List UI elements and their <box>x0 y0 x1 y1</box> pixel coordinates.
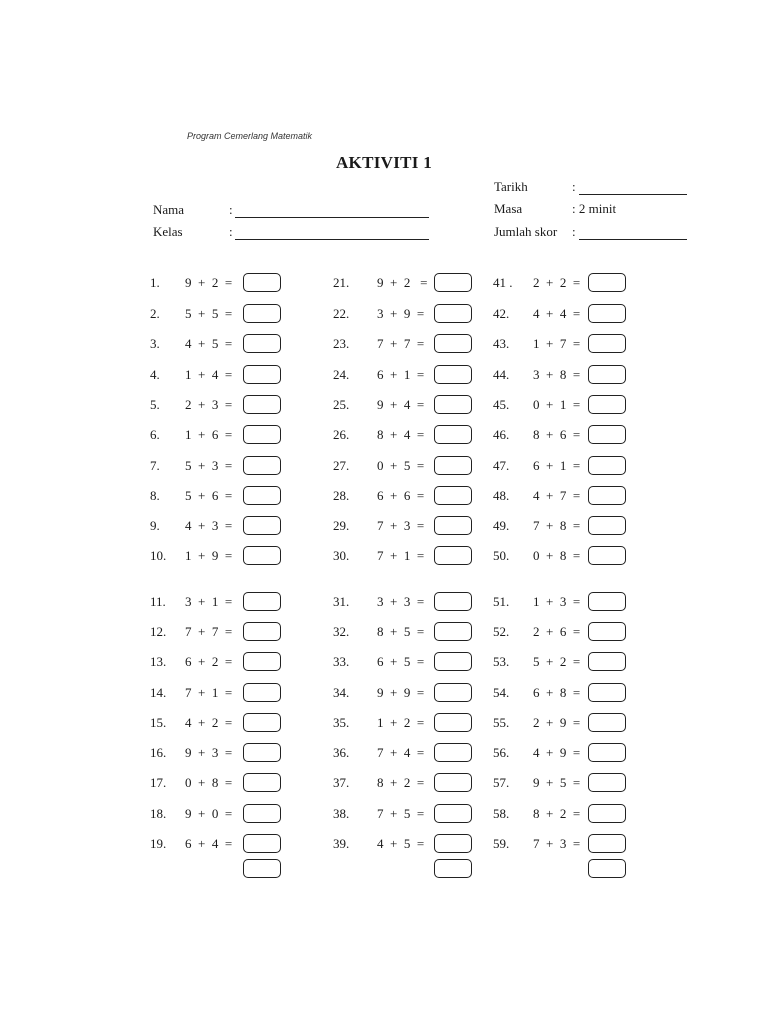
answer-box[interactable] <box>243 486 281 505</box>
question-number: 53. <box>493 654 510 669</box>
question-number: 58. <box>493 806 510 821</box>
question-number: 7. <box>150 458 160 473</box>
answer-box[interactable] <box>243 592 281 611</box>
question-expression: 8 + 2 = <box>377 775 425 790</box>
question-number: 50. <box>493 548 510 563</box>
question-number: 59. <box>493 836 510 851</box>
answer-box[interactable] <box>588 365 626 384</box>
question-expression: 2 + 2 = <box>533 275 581 290</box>
question-expression: 9 + 9 = <box>377 685 425 700</box>
answer-box[interactable] <box>588 743 626 762</box>
question-item <box>333 456 474 478</box>
answer-box[interactable] <box>243 516 281 535</box>
question-number: 48. <box>493 488 510 503</box>
question-expression: 0 + 8 = <box>533 548 581 563</box>
question-item <box>333 304 474 326</box>
question-number: 45. <box>493 397 510 412</box>
question-expression: 6 + 1 = <box>377 367 425 382</box>
answer-box[interactable] <box>434 334 472 353</box>
question-expression: 5 + 5 = <box>185 306 233 321</box>
question-item <box>493 834 628 856</box>
question-expression: 7 + 3 = <box>533 836 581 851</box>
question-expression: 4 + 4 = <box>533 306 581 321</box>
question-expression: 7 + 7 = <box>377 336 425 351</box>
question-item <box>493 713 628 735</box>
question-expression: 7 + 4 = <box>377 745 425 760</box>
question-number: 8. <box>150 488 160 503</box>
answer-box[interactable] <box>434 304 472 323</box>
answer-box[interactable] <box>588 773 626 792</box>
answer-box[interactable] <box>434 743 472 762</box>
question-item <box>333 395 474 417</box>
question-number: 23. <box>333 336 350 351</box>
question-number: 1. <box>150 275 160 290</box>
question-item <box>150 804 283 826</box>
answer-box[interactable] <box>434 713 472 732</box>
question-item <box>333 486 474 508</box>
question-item <box>493 622 628 644</box>
answer-box[interactable] <box>243 425 281 444</box>
question-expression: 4 + 9 = <box>533 745 581 760</box>
nama-input[interactable] <box>235 205 429 218</box>
question-item <box>493 273 628 295</box>
question-item <box>333 546 474 568</box>
question-number: 30. <box>333 548 350 563</box>
answer-box[interactable] <box>434 804 472 823</box>
jumlah-skor-field <box>494 224 694 242</box>
question-number: 18. <box>150 806 167 821</box>
question-number: 46. <box>493 427 510 442</box>
answer-box[interactable] <box>588 516 626 535</box>
question-item <box>333 273 474 295</box>
question-item <box>150 592 283 614</box>
question-item <box>150 622 283 644</box>
question-number: 4. <box>150 367 160 382</box>
question-item <box>150 425 283 447</box>
nama-label: Nama <box>153 202 185 217</box>
answer-box[interactable] <box>588 622 626 641</box>
answer-box[interactable] <box>243 395 281 414</box>
question-expression: 4 + 3 = <box>185 518 233 533</box>
question-expression: 0 + 5 = <box>377 458 425 473</box>
question-number: 28. <box>333 488 350 503</box>
jumlah-skor-label: Jumlah skor <box>494 224 558 239</box>
question-item <box>333 834 474 856</box>
answer-box[interactable] <box>243 713 281 732</box>
answer-box[interactable] <box>243 365 281 384</box>
question-item <box>493 365 628 387</box>
question-number: 10. <box>150 548 167 563</box>
answer-box[interactable] <box>588 273 626 292</box>
question-item <box>493 334 628 356</box>
answer-box[interactable] <box>588 304 626 323</box>
question-number: 39. <box>333 836 350 851</box>
question-item <box>150 304 283 326</box>
question-item <box>493 683 628 705</box>
question-expression: 3 + 1 = <box>185 594 233 609</box>
question-number: 35. <box>333 715 350 730</box>
question-number: 14. <box>150 685 167 700</box>
question-expression: 9 + 2 = <box>185 275 233 290</box>
question-expression: 3 + 9 = <box>377 306 425 321</box>
question-item <box>150 773 283 795</box>
question-expression: 1 + 7 = <box>533 336 581 351</box>
question-item <box>333 365 474 387</box>
question-number: 9. <box>150 518 160 533</box>
kelas-colon: : <box>229 224 233 239</box>
extra-answer-box[interactable] <box>243 859 281 878</box>
question-number: 32. <box>333 624 350 639</box>
question-expression: 2 + 3 = <box>185 397 233 412</box>
answer-box[interactable] <box>588 713 626 732</box>
question-item <box>333 652 474 674</box>
question-item <box>493 395 628 417</box>
nama-field <box>153 202 433 220</box>
nama-colon: : <box>229 202 233 217</box>
question-number: 25. <box>333 397 350 412</box>
answer-box[interactable] <box>434 486 472 505</box>
question-number: 38. <box>333 806 350 821</box>
question-number: 51. <box>493 594 510 609</box>
question-number: 34. <box>333 685 350 700</box>
extra-answer-box[interactable] <box>434 859 472 878</box>
question-number: 2. <box>150 306 160 321</box>
question-expression: 1 + 2 = <box>377 715 425 730</box>
kelas-field <box>153 224 433 242</box>
question-item <box>150 516 283 538</box>
question-item <box>150 486 283 508</box>
question-number: 52. <box>493 624 510 639</box>
question-expression: 7 + 7 = <box>185 624 233 639</box>
question-expression: 6 + 6 = <box>377 488 425 503</box>
answer-box[interactable] <box>243 683 281 702</box>
answer-box[interactable] <box>588 546 626 565</box>
question-item <box>493 486 628 508</box>
question-expression: 8 + 4 = <box>377 427 425 442</box>
question-number: 29. <box>333 518 350 533</box>
question-item <box>333 804 474 826</box>
answer-box[interactable] <box>434 546 472 565</box>
question-item <box>150 743 283 765</box>
question-number: 24. <box>333 367 350 382</box>
answer-box[interactable] <box>243 804 281 823</box>
answer-box[interactable] <box>434 622 472 641</box>
answer-box[interactable] <box>588 334 626 353</box>
question-item <box>333 713 474 735</box>
question-item <box>150 713 283 735</box>
question-expression: 9 + 4 = <box>377 397 425 412</box>
question-item <box>493 516 628 538</box>
question-number: 55. <box>493 715 510 730</box>
jumlah-skor-colon: : <box>572 224 576 239</box>
question-number: 11. <box>150 594 166 609</box>
tarikh-colon: : <box>572 179 576 194</box>
answer-box[interactable] <box>588 652 626 671</box>
answer-box[interactable] <box>243 334 281 353</box>
question-expression: 1 + 6 = <box>185 427 233 442</box>
question-expression: 7 + 3 = <box>377 518 425 533</box>
answer-box[interactable] <box>434 273 472 292</box>
question-number: 31. <box>333 594 350 609</box>
answer-box[interactable] <box>243 456 281 475</box>
question-number: 5. <box>150 397 160 412</box>
answer-box[interactable] <box>434 773 472 792</box>
answer-box[interactable] <box>588 486 626 505</box>
question-expression: 6 + 2 = <box>185 654 233 669</box>
question-item <box>150 395 283 417</box>
question-item <box>493 456 628 478</box>
question-number: 15. <box>150 715 167 730</box>
question-expression: 0 + 1 = <box>533 397 581 412</box>
question-number: 13. <box>150 654 167 669</box>
question-expression: 5 + 6 = <box>185 488 233 503</box>
question-item <box>493 546 628 568</box>
answer-box[interactable] <box>588 456 626 475</box>
question-number: 43. <box>493 336 510 351</box>
question-number: 36. <box>333 745 350 760</box>
question-item <box>150 456 283 478</box>
question-item <box>493 804 628 826</box>
question-item <box>150 834 283 856</box>
question-number: 26. <box>333 427 350 442</box>
answer-box[interactable] <box>434 592 472 611</box>
question-expression: 3 + 8 = <box>533 367 581 382</box>
answer-box[interactable] <box>588 592 626 611</box>
answer-box[interactable] <box>243 622 281 641</box>
answer-box[interactable] <box>434 425 472 444</box>
tarikh-field <box>494 179 694 197</box>
question-expression: 6 + 5 = <box>377 654 425 669</box>
answer-box[interactable] <box>588 395 626 414</box>
answer-box[interactable] <box>243 652 281 671</box>
question-item <box>493 425 628 447</box>
answer-box[interactable] <box>243 834 281 853</box>
answer-box[interactable] <box>243 773 281 792</box>
answer-box[interactable] <box>588 804 626 823</box>
question-expression: 2 + 9 = <box>533 715 581 730</box>
question-expression: 4 + 5 = <box>185 336 233 351</box>
kelas-label: Kelas <box>153 224 183 239</box>
question-expression: 1 + 9 = <box>185 548 233 563</box>
question-number: 27. <box>333 458 350 473</box>
question-number: 57. <box>493 775 510 790</box>
masa-field <box>494 201 694 219</box>
question-number: 17. <box>150 775 167 790</box>
question-expression: 7 + 1 = <box>185 685 233 700</box>
answer-box[interactable] <box>434 365 472 384</box>
question-expression: 4 + 2 = <box>185 715 233 730</box>
answer-box[interactable] <box>434 516 472 535</box>
answer-box[interactable] <box>434 652 472 671</box>
question-number: 42. <box>493 306 510 321</box>
question-item <box>150 273 283 295</box>
question-expression: 3 + 3 = <box>377 594 425 609</box>
question-number: 16. <box>150 745 167 760</box>
question-item <box>333 622 474 644</box>
question-number: 56. <box>493 745 510 760</box>
question-item <box>333 743 474 765</box>
question-expression: 1 + 3 = <box>533 594 581 609</box>
question-number: 12. <box>150 624 167 639</box>
question-item <box>333 683 474 705</box>
question-item <box>333 334 474 356</box>
question-expression: 5 + 3 = <box>185 458 233 473</box>
answer-box[interactable] <box>588 425 626 444</box>
answer-box[interactable] <box>434 395 472 414</box>
question-item <box>493 743 628 765</box>
answer-box[interactable] <box>588 683 626 702</box>
question-expression: 9 + 5 = <box>533 775 581 790</box>
answer-box[interactable] <box>243 304 281 323</box>
question-number: 22. <box>333 306 350 321</box>
answer-box[interactable] <box>434 834 472 853</box>
question-number: 54. <box>493 685 510 700</box>
question-item <box>493 773 628 795</box>
page-title: AKTIVITI 1 <box>335 153 433 172</box>
question-number: 49. <box>493 518 510 533</box>
tarikh-input[interactable] <box>579 182 687 195</box>
question-item <box>150 683 283 705</box>
question-number: 37. <box>333 775 350 790</box>
program-header: Program Cemerlang Matematik <box>187 131 313 141</box>
question-number: 33. <box>333 654 350 669</box>
question-expression: 9 + 2 = <box>377 275 428 290</box>
question-number: 47. <box>493 458 510 473</box>
question-item <box>150 334 283 356</box>
question-item <box>333 516 474 538</box>
question-expression: 1 + 4 = <box>185 367 233 382</box>
question-number: 3. <box>150 336 160 351</box>
answer-box[interactable] <box>243 273 281 292</box>
jumlah-skor-input[interactable] <box>579 227 687 240</box>
answer-box[interactable] <box>434 683 472 702</box>
question-expression: 4 + 5 = <box>377 836 425 851</box>
question-expression: 2 + 6 = <box>533 624 581 639</box>
answer-box[interactable] <box>243 743 281 762</box>
question-number: 21. <box>333 275 350 290</box>
question-expression: 6 + 8 = <box>533 685 581 700</box>
question-item <box>333 592 474 614</box>
question-expression: 5 + 2 = <box>533 654 581 669</box>
question-item <box>493 652 628 674</box>
question-expression: 8 + 2 = <box>533 806 581 821</box>
question-expression: 9 + 0 = <box>185 806 233 821</box>
question-item <box>150 365 283 387</box>
tarikh-label: Tarikh <box>494 179 528 194</box>
question-number: 19. <box>150 836 167 851</box>
question-expression: 7 + 8 = <box>533 518 581 533</box>
kelas-input[interactable] <box>235 227 429 240</box>
question-expression: 7 + 1 = <box>377 548 425 563</box>
question-number: 41 . <box>493 275 513 290</box>
question-number: 6. <box>150 427 160 442</box>
answer-box[interactable] <box>588 834 626 853</box>
question-expression: 8 + 6 = <box>533 427 581 442</box>
question-expression: 8 + 5 = <box>377 624 425 639</box>
extra-answer-box[interactable] <box>588 859 626 878</box>
masa-label: Masa <box>494 201 523 216</box>
question-item <box>493 592 628 614</box>
question-item <box>333 425 474 447</box>
question-expression: 6 + 4 = <box>185 836 233 851</box>
question-expression: 6 + 1 = <box>533 458 581 473</box>
question-expression: 4 + 7 = <box>533 488 581 503</box>
question-expression: 7 + 5 = <box>377 806 425 821</box>
question-item <box>333 773 474 795</box>
question-expression: 0 + 8 = <box>185 775 233 790</box>
answer-box[interactable] <box>243 546 281 565</box>
masa-value: : 2 minit <box>572 201 617 216</box>
question-expression: 9 + 3 = <box>185 745 233 760</box>
answer-box[interactable] <box>434 456 472 475</box>
question-item <box>150 546 283 568</box>
question-number: 44. <box>493 367 510 382</box>
question-item <box>493 304 628 326</box>
question-item <box>150 652 283 674</box>
